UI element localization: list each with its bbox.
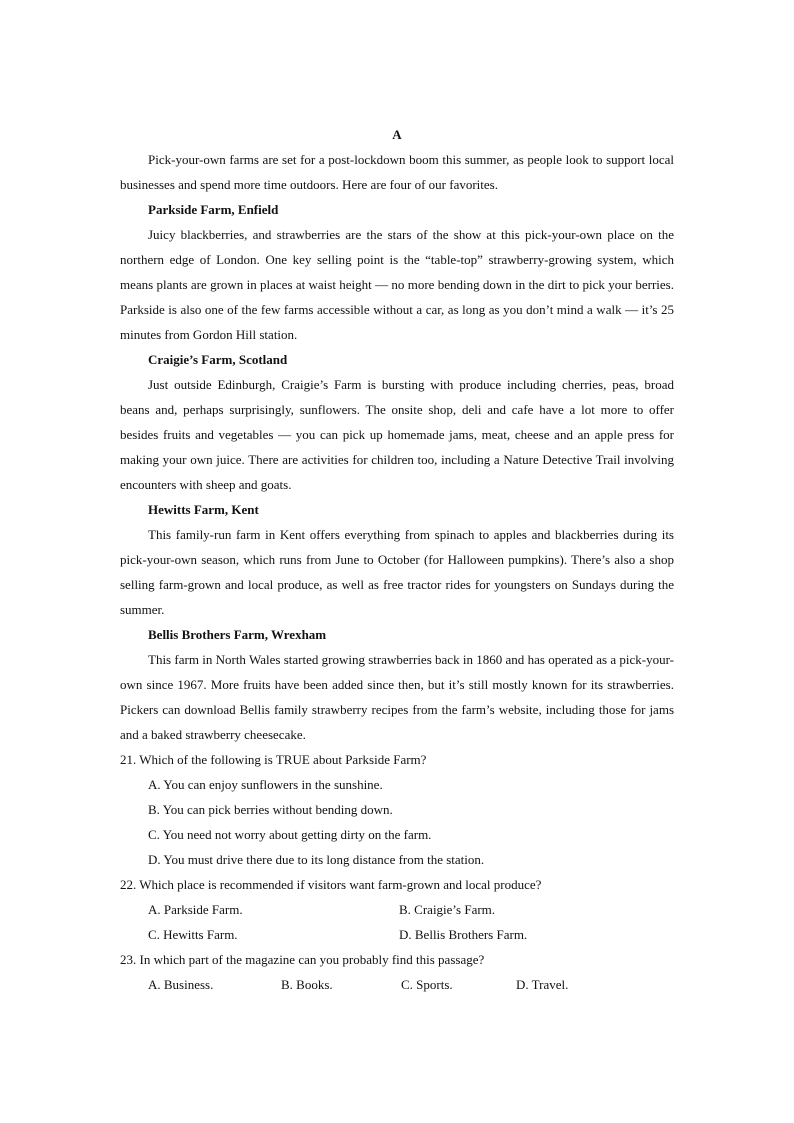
question-22-option-a: A. Parkside Farm. (148, 902, 243, 917)
question-23-option-b: B. Books. (281, 977, 333, 992)
farm-paragraph-craigies: Just outside Edinburgh, Craigie’s Farm is bursting with produce including cherries, peas, broad beans and, perhaps surprisingly, sunflowers. The onsite shop, deli and cafe have a lot more to offer besides fruits and vegetables — you can pick up homemade jams, meat, cheese and an apple press for making your own juice. There are activities for children too, including a Nature Detective Trail involving encounters with sheep and goats. (120, 377, 674, 492)
question-22-options-row-1 (120, 897, 674, 922)
question-21-option-b: B. You can pick berries without bending down. (148, 802, 393, 817)
question-21-option-a: A. You can enjoy sunflowers in the sunshine. (148, 777, 383, 792)
question-23-options-row (120, 972, 674, 997)
passage-label: A (392, 127, 402, 142)
question-22-option-d: D. Bellis Brothers Farm. (399, 927, 528, 942)
reading-passage (120, 122, 674, 997)
question-23-option-a: A. Business. (148, 977, 214, 992)
question-21-stem: 21. Which of the following is TRUE about Parkside Farm? (120, 752, 427, 767)
question-23-option-c: C. Sports. (401, 977, 453, 992)
farm-heading-hewitts: Hewitts Farm, Kent (148, 502, 259, 517)
question-22-option-c: C. Hewitts Farm. (148, 927, 238, 942)
question-22-stem: 22. Which place is recommended if visitors want farm-grown and local produce? (120, 877, 542, 892)
farm-heading-parkside: Parkside Farm, Enfield (148, 202, 279, 217)
intro-paragraph: Pick-your-own farms are set for a post-lockdown boom this summer, as people look to support local businesses and spend more time outdoors. Here are four of our favorites. (120, 152, 674, 192)
question-21-option-d: D. You must drive there due to its long distance from the station. (148, 852, 485, 867)
question-21-option-c: C. You need not worry about getting dirty on the farm. (148, 827, 432, 842)
farm-paragraph-hewitts: This family-run farm in Kent offers everything from spinach to apples and blackberries during its pick-your-own season, which runs from June to October (for Halloween pumpkins). There’s also a shop selling farm-grown and local produce, as well as free tractor rides for youngsters on Sundays during the summer. (120, 527, 674, 617)
question-23-stem: 23. In which part of the magazine can you probably find this passage? (120, 952, 485, 967)
farm-heading-craigies: Craigie’s Farm, Scotland (148, 352, 288, 367)
question-23-option-d: D. Travel. (516, 977, 569, 992)
question-22-options-row-2 (120, 922, 674, 947)
farm-heading-bellis: Bellis Brothers Farm, Wrexham (148, 627, 327, 642)
question-22-option-b: B. Craigie’s Farm. (399, 902, 496, 917)
farm-paragraph-bellis: This farm in North Wales started growing strawberries back in 1860 and has operated as a pick-your-own since 1967. More fruits have been added since then, but it’s still mostly known for its strawberries. Pickers can download Bellis family strawberry recipes from the farm’s website, including those for jams and a baked strawberry cheesecake. (120, 652, 674, 742)
farm-paragraph-parkside: Juicy blackberries, and strawberries are the stars of the show at this pick-your-own place on the northern edge of London. One key selling point is the “table-top” strawberry-growing system, which means plants are grown in places at waist height — no more bending down in the dirt to pick your berries. Parkside is also one of the few farms accessible without a car, as long as you don’t mind a walk — it’s 25 minutes from Gordon Hill station. (120, 227, 674, 342)
